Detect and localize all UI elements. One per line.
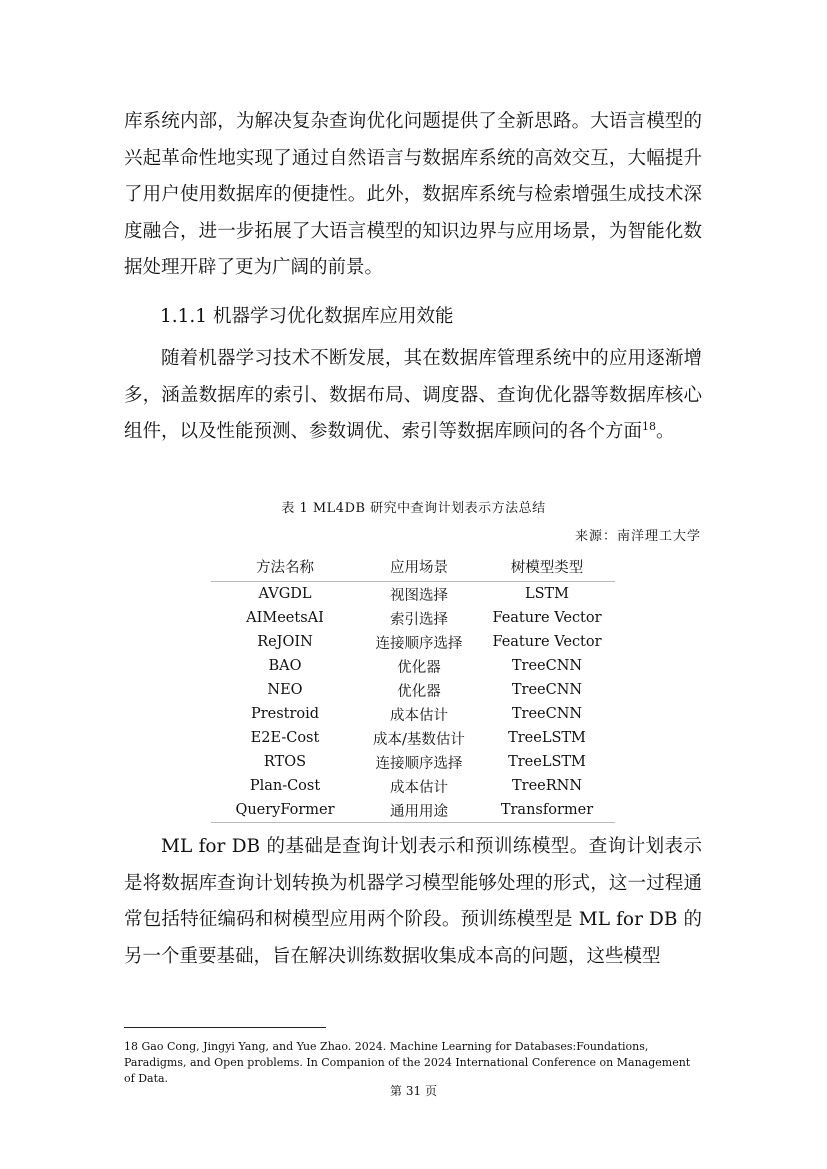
cell-application: 成本/基数估计 xyxy=(373,731,465,748)
table-row xyxy=(211,726,615,750)
table-row xyxy=(211,750,615,774)
cell-model: TreeRNN xyxy=(511,778,583,794)
table-row xyxy=(211,630,615,654)
table-row xyxy=(211,774,615,798)
table-row xyxy=(211,654,615,678)
body-paragraph-ml4db xyxy=(124,341,702,451)
cell-application: 成本估计 xyxy=(390,707,448,724)
header-method-name: 方法名称 xyxy=(211,551,359,582)
table-row xyxy=(211,798,615,823)
body-paragraph-top: 库系统内部，为解决复杂查询优化问题提供了全新思路。大语言模型的兴起革命性地实现了通过自然语言与数据库系统的高效交互，大幅提升了用户使用数据库的便捷性。此外，数据库系统与检索增强生成技术深度融合，进一步拓展了大语言模型的知识边界与应用场景，为智能化数据处理开辟了更为广阔的前景。 xyxy=(124,111,702,278)
cell-application: 视图选择 xyxy=(390,587,448,604)
header-tree-model: 树模型类型 xyxy=(479,551,615,582)
cell-method: AVGDL xyxy=(258,586,312,602)
paragraph-end-punct: 。 xyxy=(656,421,675,442)
paragraph-text: 随着机器学习技术不断发展，其在数据库管理系统中的应用逐渐增多，涵盖数据库的索引、数据布局、调度器、查询优化器等数据库核心组件，以及性能预测、参数调优、索引等数据库顾问的各个方面 xyxy=(124,348,702,442)
table-row xyxy=(211,582,615,607)
cell-application: 连接顺序选择 xyxy=(375,755,463,772)
cell-application: 成本估计 xyxy=(390,779,448,796)
footnote: 18 Gao Cong, Jingyi Yang, and Yue Zhao. 2024. Machine Learning for Databases:Foundations, Paradigms, and Open problems. In Companion of the 2024 International Conference on Management of Data. xyxy=(124,1040,691,1085)
cell-model: Feature Vector xyxy=(492,610,602,626)
cell-model: LSTM xyxy=(524,586,570,602)
cell-method: ReJOIN xyxy=(257,634,313,650)
cell-application: 连接顺序选择 xyxy=(375,635,463,652)
cell-method: E2E-Cost xyxy=(250,730,320,746)
cell-model: TreeLSTM xyxy=(508,754,586,770)
cell-method: AIMeetsAI xyxy=(246,610,324,626)
cell-model: TreeCNN xyxy=(511,658,583,674)
cell-model: TreeCNN xyxy=(511,682,583,698)
header-application: 应用场景 xyxy=(359,551,479,582)
table-row xyxy=(211,606,615,630)
cell-application: 索引选择 xyxy=(390,611,448,628)
cell-method: NEO xyxy=(267,682,303,698)
footnote-divider xyxy=(124,1027,326,1028)
table-row xyxy=(211,678,615,702)
table-source: 来源：南洋理工大学 xyxy=(574,529,701,544)
cell-model: TreeLSTM xyxy=(508,730,586,746)
ml4db-table xyxy=(211,551,615,823)
table-header-row xyxy=(211,551,615,582)
cell-method: QueryFormer xyxy=(211,798,359,823)
cell-method: RTOS xyxy=(263,754,307,770)
page-number: 第 31 页 xyxy=(390,1084,437,1098)
cell-application: 优化器 xyxy=(397,683,441,700)
cell-method: Plan-Cost xyxy=(249,778,321,794)
cell-application: 优化器 xyxy=(397,659,441,676)
cell-application: 通用用途 xyxy=(359,798,479,823)
section-heading: 1.1.1 机器学习优化数据库应用效能 xyxy=(160,306,454,327)
body-paragraph-ml-for-db: ML for DB 的基础是查询计划表示和预训练模型。查询计划表示是将数据库查询计划转换为机器学习模型能够处理的形式，这一过程通常包括特征编码和树模型应用两个阶段。预训练模型是 ML for DB 的另一个重要基础，旨在解决训练数据收集成本高的问题，这些模型 xyxy=(124,836,702,967)
cell-model: Transformer xyxy=(479,798,615,823)
cell-method: BAO xyxy=(268,658,302,674)
footnote-reference: 18 xyxy=(642,419,657,433)
table-caption: 表 1 ML4DB 研究中查询计划表示方法总结 xyxy=(281,501,546,516)
cell-model: Feature Vector xyxy=(492,634,602,650)
table-row xyxy=(211,702,615,726)
cell-method: Prestroid xyxy=(250,706,320,722)
cell-model: TreeCNN xyxy=(511,706,583,722)
